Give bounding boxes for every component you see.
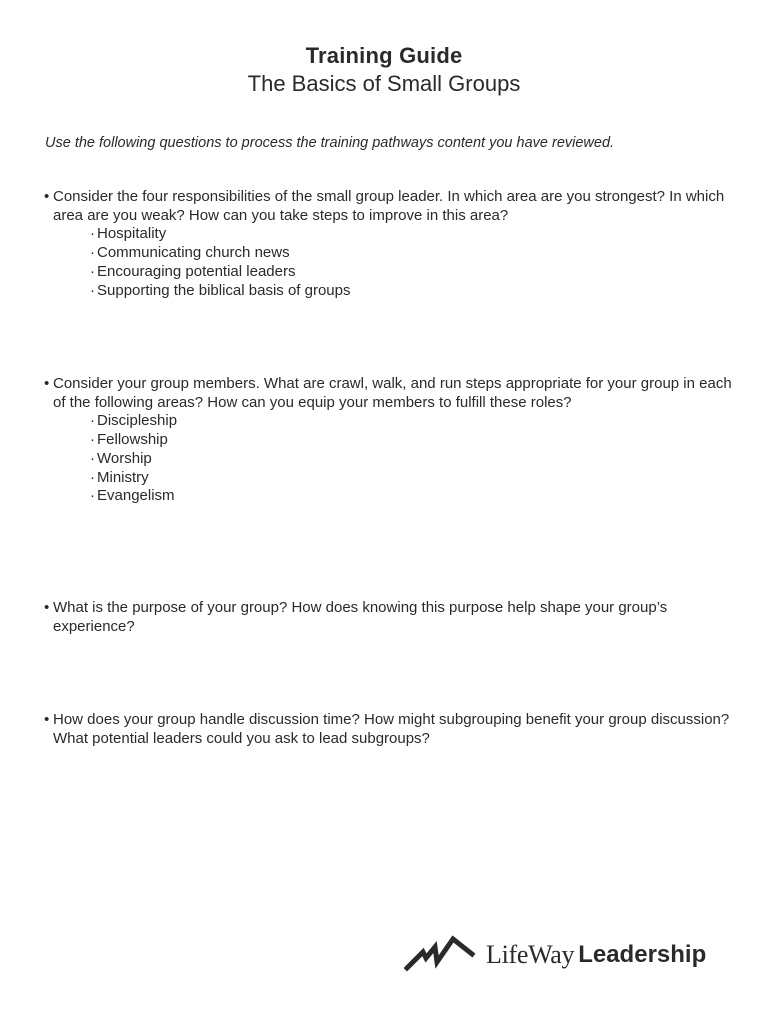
question-text: What is the purpose of your group? How does knowing this purpose help shape your group’s experience? [53,599,668,635]
bullet-icon: · [90,449,95,467]
list-item [90,469,734,488]
bullet-icon: · [90,262,95,280]
question-text: Consider the four responsibilities of the small group leader. In which area are you strongest? In which area are you weak? How can you take steps to improve in this area? [53,188,725,224]
bullet-icon: · [90,431,95,449]
bullet-icon: • [44,375,50,392]
question-item [44,375,734,506]
list-item [90,450,734,469]
list-item-label: Ministry [97,468,149,486]
question-item [44,188,734,300]
list-item-label: Supporting the biblical basis of groups [97,281,351,299]
sub-list [44,225,734,300]
list-item-label: Communicating church news [97,244,290,262]
question-text: How does your group handle discussion time? How might subgrouping benefit your group discussion? What potential leaders could you ask to lead subgroups? [53,711,730,747]
list-item [90,225,734,244]
list-item [90,431,734,450]
bullet-icon: • [44,711,50,728]
bullet-icon: · [90,487,95,505]
mountain-peaks-icon [404,934,476,976]
bullet-icon: · [90,468,95,486]
list-item-label: Worship [97,449,152,467]
question-item [44,599,734,636]
lifeway-leadership-logo [404,930,714,980]
list-item [90,282,734,301]
page-subtitle: The Basics of Small Groups [247,71,521,96]
brand-primary-text: LifeWay [486,940,575,969]
list-item-label: Encouraging potential leaders [97,262,296,280]
list-item [90,412,734,431]
list-item [90,487,734,506]
bullet-icon: · [90,225,95,243]
list-item-label: Discipleship [97,412,178,430]
brand-secondary-text: Leadership [578,941,707,968]
instructions-text: Use the following questions to process the training pathways content you have reviewed. [45,135,615,151]
bullet-icon: · [90,244,95,262]
question-text: Consider your group members. What are crawl, walk, and run steps appropriate for your group in each of the following areas? How can you equip your members to fulfill these roles? [53,375,732,411]
bullet-icon: • [44,599,50,616]
sub-list [44,412,734,506]
page-title: Training Guide [305,43,463,68]
list-item [90,244,734,263]
list-item-label: Hospitality [97,225,167,243]
bullet-icon: · [90,281,95,299]
list-item [90,263,734,282]
list-item-label: Fellowship [97,431,168,449]
bullet-icon: · [90,412,95,430]
bullet-icon: • [44,188,50,205]
list-item-label: Evangelism [97,487,175,505]
question-item [44,711,734,748]
